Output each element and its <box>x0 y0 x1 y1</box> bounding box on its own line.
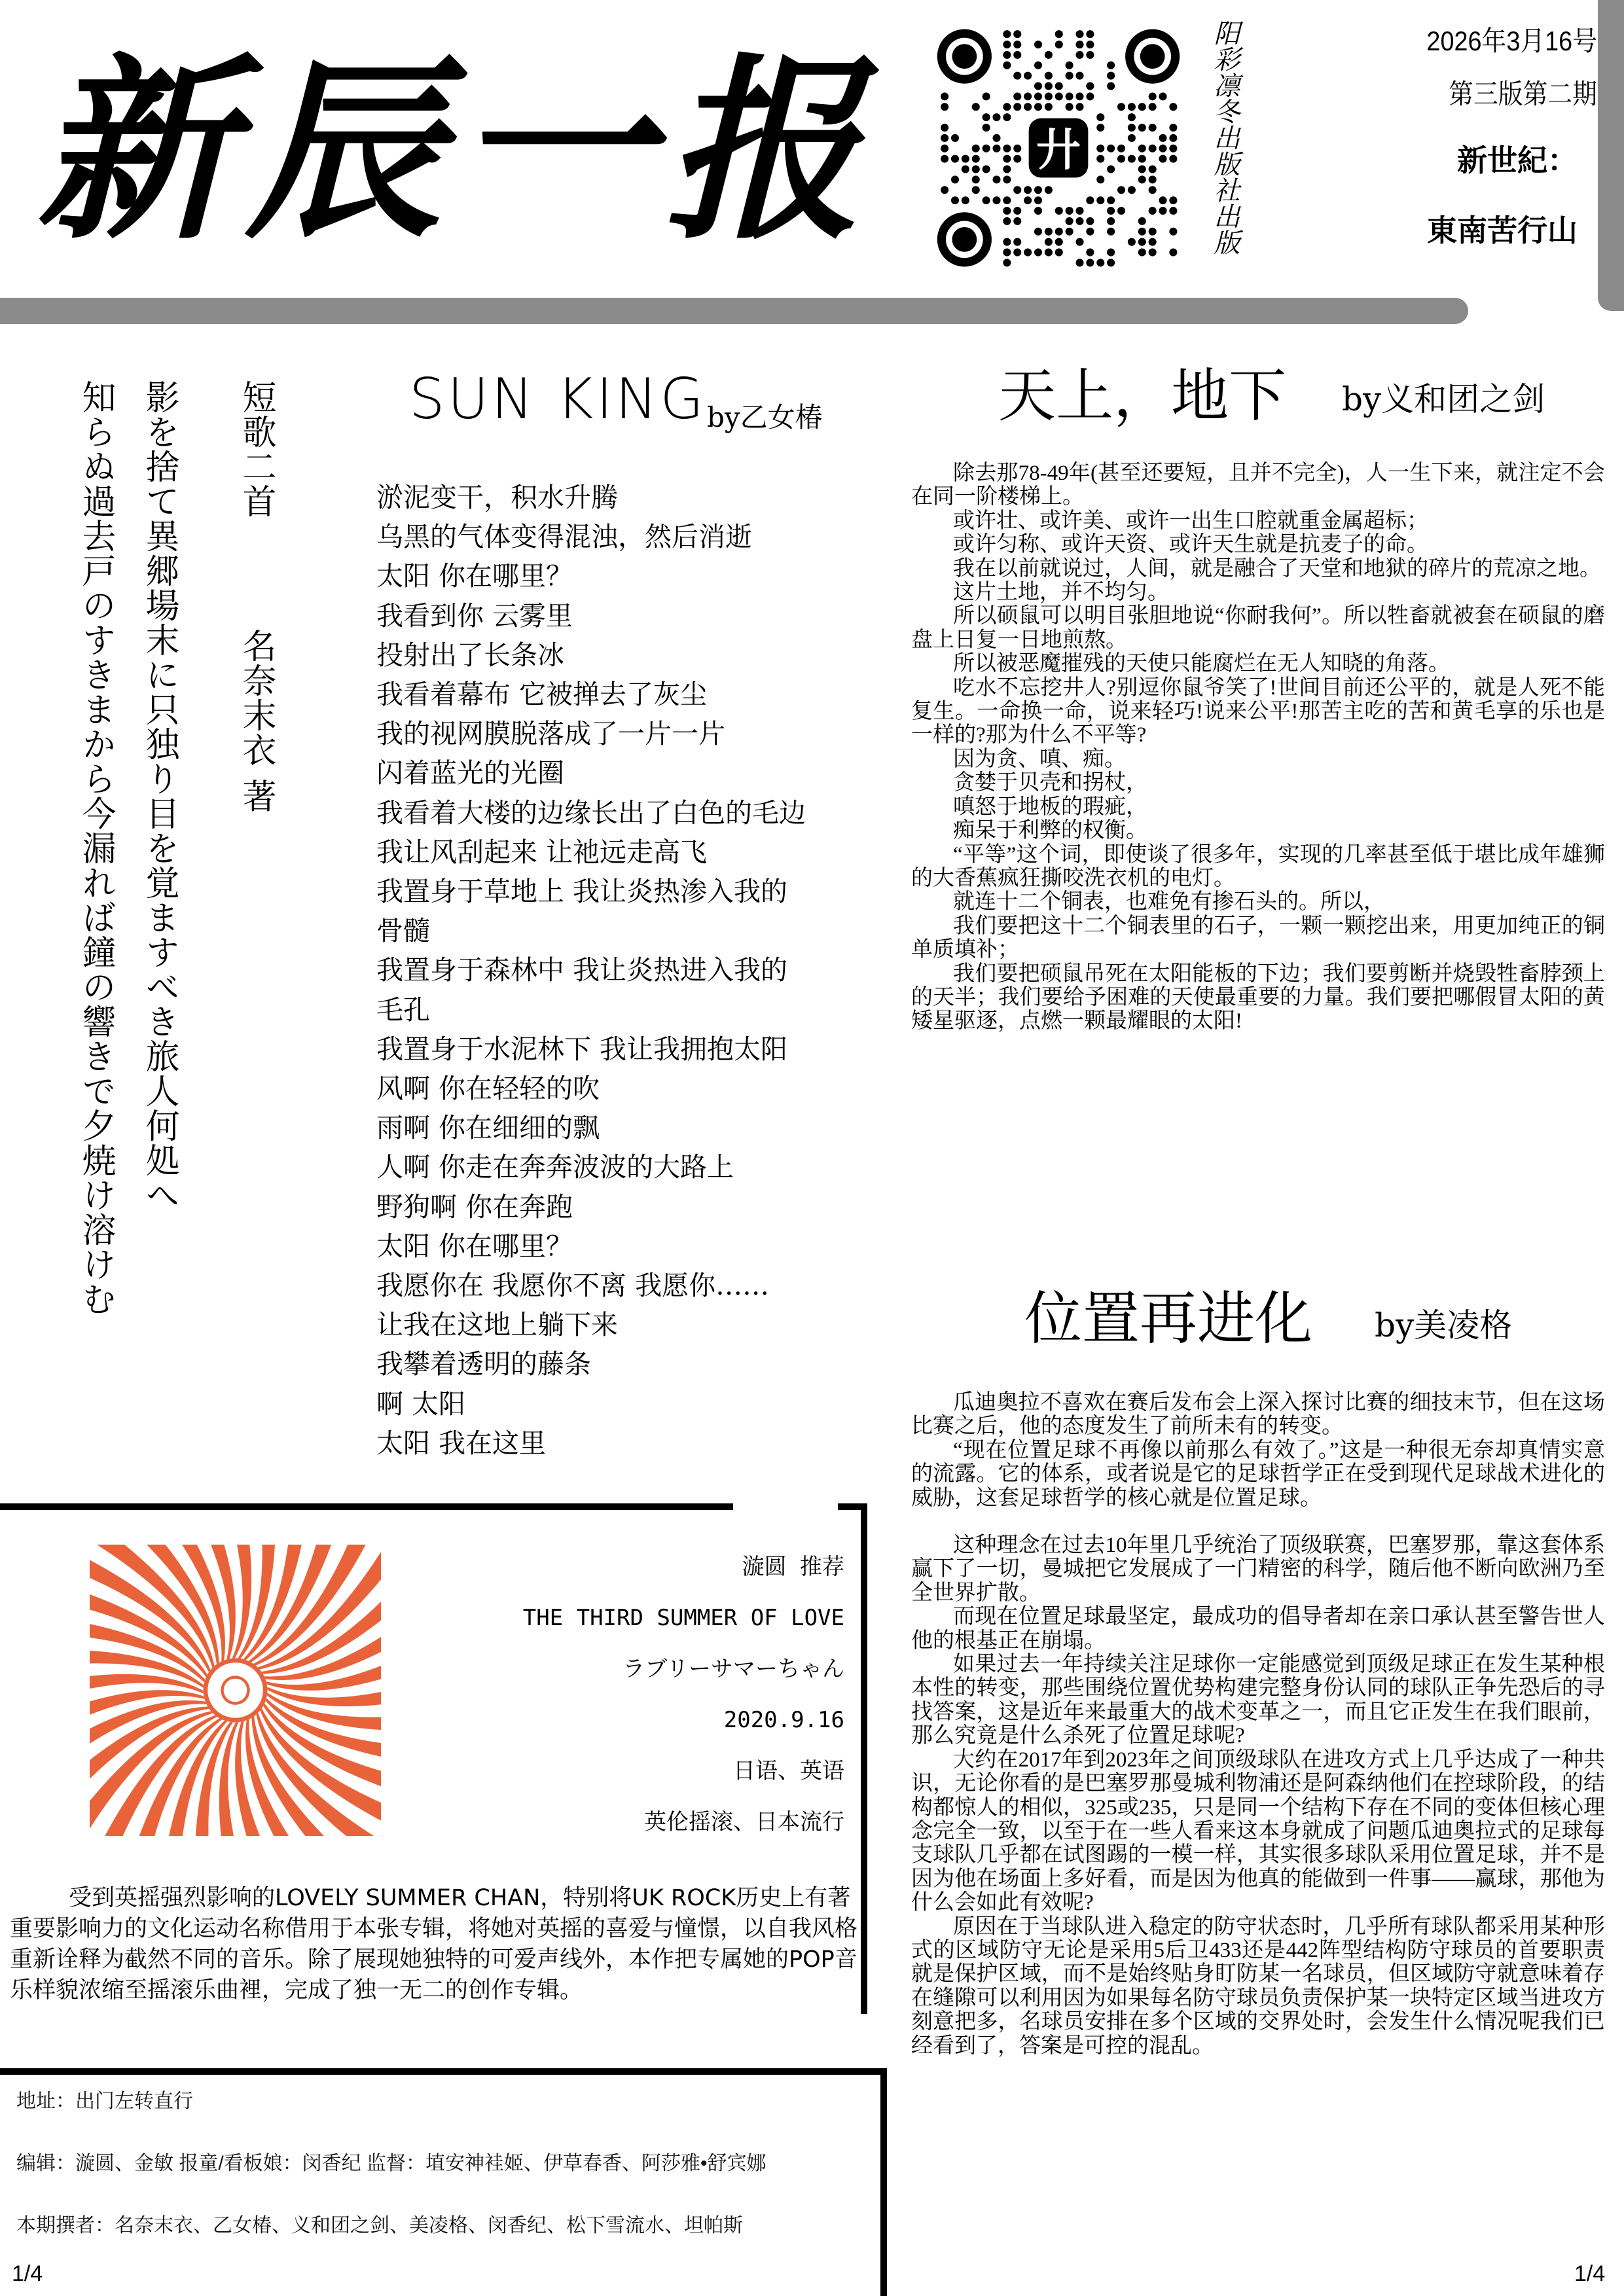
tanka-title: 短歌二首 <box>236 380 276 518</box>
newspaper-title: 新辰一报 <box>36 35 874 266</box>
footer-box-border-right <box>880 2068 887 2296</box>
article-byline-heaven: by义和团之剑 <box>1342 380 1545 418</box>
album-genres: 英伦摇滚、日本流行 <box>644 1809 844 1835</box>
paragraph: 这种理念在过去10年里几乎统治了顶级联赛，巴塞罗那，靠这套体系赢下了一切，曼城把它发展成了一门精密的科学，随后他不断向欧洲乃至全世界扩散。 <box>911 1534 1605 1605</box>
page-number-left: 1/4 <box>12 2261 43 2286</box>
poem-line: 乌黑的气体变得混浊，然后消逝 <box>376 521 752 553</box>
poem-line: 我的视网膜脱落成了一片一片 <box>376 718 725 750</box>
article-body-position <box>911 1391 1605 2058</box>
qr-code-icon[interactable] <box>935 22 1182 274</box>
poem-line: 太阳 你在哪里？ <box>376 560 573 592</box>
paragraph: 痴呆于利弊的权衡。 <box>953 819 1147 843</box>
album-release-date: 2020.9.16 <box>723 1707 844 1733</box>
slogan-line-1: 新世紀： <box>1457 144 1578 177</box>
paragraph: 我在以前就说过，人间，就是融合了天堂和地狱的碎片的荒凉之地。 <box>953 556 1601 581</box>
slogan-line-2: 東南苦行山 <box>1427 214 1578 247</box>
poem-line: 太阳 你在哪里？ <box>376 1230 573 1262</box>
footer-contributors: 本期撰者：名奈末衣、乙女椿、义和团之剑、美凌格、闵香纪、松下雪流水、坦帕斯 <box>16 2215 743 2236</box>
poem-line: 淤泥变干，积水升腾 <box>376 482 618 513</box>
poem-line: 我置身于草地上 我让炎热渗入我的 <box>376 876 788 908</box>
paragraph: 吃水不忘挖井人?别逗你鼠爷笑了!世间目前还公平的，就是人死不能复生。一命换一命，说来轻巧!说来公平!那苦主吃的苦和黄毛享的乐也是一样的?那为什么不平等? <box>911 675 1605 747</box>
issue-date: 2026年3月16号 <box>1426 26 1597 56</box>
paragraph: “平等”这个词，即使谈了很多年，实现的几率甚至低于堪比成年雄狮的大香蕉疯狂撕咬洗衣机的电灯。 <box>911 842 1605 890</box>
poem-byline: by乙女椿 <box>707 401 823 433</box>
poem-line: 我置身于水泥林下 我让我拥抱太阳 <box>376 1033 788 1065</box>
paragraph: 而现在位置足球最坚定，最成功的倡导者却在亲口承认甚至警告世人他的根基正在崩塌。 <box>911 1605 1605 1653</box>
paragraph: 除去那78-49年(甚至还要短，且并不完全)，人一生下来，就注定不会在同一阶楼梯上。 <box>911 461 1605 509</box>
album-cover-image <box>90 1545 381 1836</box>
corner-accent-bar <box>1598 0 1624 311</box>
paragraph: “现在位置足球不再像以前那么有效了。”这是一种很无奈却真情实意的流露。它的体系，或者说是它的足球哲学正在受到现代足球战术进化的威胁，这套足球哲学的核心就是位置足球。 <box>911 1438 1605 1510</box>
poem-line: 骨髓 <box>376 915 430 947</box>
paragraph: 所以硕鼠可以明目张胆地说“你耐我何”。所以牲畜就被套在硕鼠的磨盘上日复一日地煎熬。 <box>911 604 1605 652</box>
poem-line: 闪着蓝光的光圈 <box>376 757 564 789</box>
poem-line: 我愿你在 我愿你不离 我愿你…… <box>376 1270 770 1302</box>
poem-body <box>376 478 874 1463</box>
paragraph: 这片土地，并不均匀。 <box>953 581 1169 605</box>
album-description: 受到英摇强烈影响的LOVELY SUMMER CHAN，特别将UK ROCK历史上有著重要影响力的文化运动名称借用于本张专辑，将她对英摇的喜爱与憧憬，以自我风格重新诠释为截然不同的音乐。除了展现她独特的可爱声线外，本作把专属她的POP音乐样貌浓缩至摇滚乐曲裡，完成了独一无二的创作专辑。 <box>10 1885 858 2003</box>
poem-line: 雨啊 你在细细的飘 <box>376 1112 600 1144</box>
article-title-heaven: 天上，地下 <box>998 362 1287 429</box>
album-artist: ラブリーサマーちゃん <box>623 1656 844 1682</box>
tanka-author: 名奈末衣 著 <box>236 628 276 814</box>
article-body-heaven <box>911 461 1605 1033</box>
paragraph: 因为贪、嗔、痴。 <box>953 747 1126 771</box>
paragraph: 或许壮、或许美、或许一出生口腔就重金属超标； <box>953 509 1428 533</box>
poem-line: 我让风刮起来 让祂远走高飞 <box>376 836 708 868</box>
album-info <box>425 1541 844 1848</box>
paragraph: 或许匀称、或许天资、或许天生就是抗麦子的命。 <box>953 533 1428 557</box>
poem-line: 风啊 你在轻轻的吹 <box>376 1073 600 1105</box>
paragraph: 所以被恶魔摧残的天使只能腐烂在无人知晓的角落。 <box>953 652 1450 676</box>
publisher-vertical: 阳彩凛冬出版社出版 <box>1210 20 1240 255</box>
paragraph: 如果过去一年持续关注足球你一定能感觉到顶级足球正在发生某种根本性的转变，那些围绕位置优势构建完整身份认同的球队正争先恐后的寻找答案，这是近年来最重大的战术变革之一，而且它正发生在我们眼前，那么究竟是什么杀死了位置足球呢? <box>911 1653 1605 1748</box>
poem-line: 人啊 你走在奔奔波波的大路上 <box>376 1151 734 1183</box>
page-number-right: 1/4 <box>1574 2261 1606 2286</box>
issue-edition: 第三版第二期 <box>1449 79 1597 109</box>
poem-line: 投射出了长条冰 <box>376 639 564 671</box>
poem-line: 我攀着透明的藤条 <box>376 1348 591 1380</box>
album-title: THE THIRD SUMMER OF LOVE <box>522 1605 844 1631</box>
paragraph: 嗔怒于地板的瑕疵， <box>953 795 1147 819</box>
article-title-position: 位置再进化 <box>1024 1285 1313 1352</box>
poem-title: SUN KING <box>409 367 706 432</box>
svg-text:廾: 廾 <box>1036 124 1081 177</box>
footer-staff: 编辑：漩圆、金敏 报童/看板娘：闵香纪 监督：埴安神袿姬、伊草春香、阿莎雅•舒宾娜 <box>16 2153 767 2174</box>
poem-line: 我看到你 云雾里 <box>376 600 573 632</box>
poem-line: 我看着大楼的边缘长出了白色的毛边 <box>376 797 806 829</box>
tanka-poem-2: 知らぬ過去戸のすきまから今漏れば鐘の響きで夕焼け溶けむ <box>76 380 115 1316</box>
album-recommender: 漩圆 推荐 <box>742 1554 844 1580</box>
paragraph: 原因在于当球队进入稳定的防守状态时，几乎所有球队都采用某种形式的区域防守无论是采用5后卫433还是442阵型结构防守球员的首要职责就是保护区域，而不是始终贴身盯防某一名球员，但区域防守就意味着存在缝隙可以利用因为如果每名防守球员负责保护某一块特定区域当进攻方刻意把多，名球员安排在多个区域的交界处时，会发生什么情况呢我们已经看到了，答案是可控的混乱。 <box>911 1914 1605 2058</box>
poem-line: 我看着幕布 它被掸去了灰尘 <box>376 679 708 711</box>
album-languages: 日语、英语 <box>733 1758 844 1784</box>
tanka-poem-1: 影を捨て異郷場末に只独り目を覚ますべき旅人何処へ <box>139 380 179 1212</box>
album-box-border-top <box>0 1503 733 1510</box>
masthead-divider-bar <box>0 298 1468 324</box>
poem-line: 啊 太阳 <box>376 1388 466 1420</box>
footer-address: 地址：出门左转直行 <box>16 2090 193 2112</box>
footer-box-border-top <box>0 2068 887 2075</box>
poem-line: 野狗啊 你在奔跑 <box>376 1191 573 1223</box>
paragraph: 我们要把这十二个铜表里的石子，一颗一颗挖出来，用更加纯正的铜单质填补； <box>911 914 1605 962</box>
paragraph: 大约在2017年到2023年之间顶级球队在进攻方式上几乎达成了一种共识，无论你看的是巴塞罗那曼城利物浦还是阿森纳他们在控球阶段，的结构都惊人的相似，325或235，只是同一个结构下存在不同的变体但核心理念完全一致，以至于在一些人看来这本身就成了问题瓜迪奥拉式的足球每支球队几乎都在试图踢的一模一样，其实很多球队采用位置足球，并不是因为他在场面上多好看，而是因为他真的能做到一件事——赢球，那他为什么会如此有效呢? <box>911 1748 1605 1915</box>
poem-line: 我置身于森林中 我让炎热进入我的 <box>376 954 788 986</box>
poem-line: 让我在这地上躺下来 <box>376 1309 618 1341</box>
paragraph: 就连十二个铜表，也难免有掺石头的。所以， <box>953 890 1385 914</box>
poem-line: 太阳 我在这里 <box>376 1427 547 1459</box>
paragraph: 我们要把硕鼠吊死在太阳能板的下边；我们要剪断并烧毁牲畜脖颈上的天半；我们要给予困难的天使最重要的力量。我们要把哪假冒太阳的黄矮星驱逐，点燃一颗最耀眼的太阳! <box>911 961 1605 1033</box>
article-byline-position: by美凌格 <box>1375 1306 1513 1344</box>
poem-line: 毛孔 <box>376 994 430 1026</box>
paragraph: 瓜迪奥拉不喜欢在赛后发布会上深入探讨比赛的细技末节，但在这场比赛之后，他的态度发生了前所未有的转变。 <box>911 1391 1605 1439</box>
paragraph: 贪婪于贝壳和拐杖， <box>953 771 1147 795</box>
